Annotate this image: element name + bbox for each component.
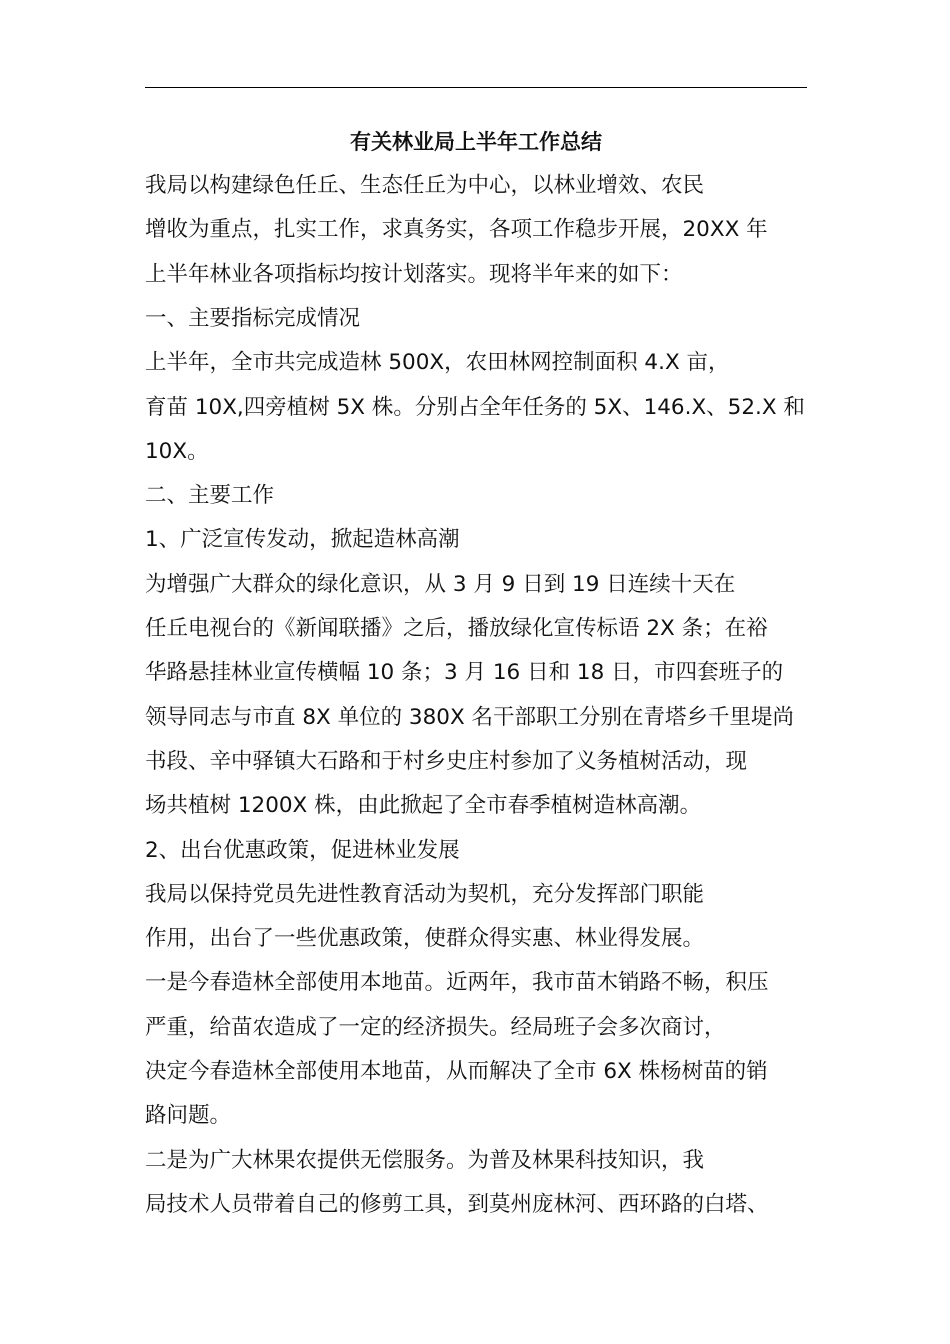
body-line: 书段、辛中驿镇大石路和于村乡史庄村参加了义务植树活动，现	[145, 748, 748, 774]
body-line: 增收为重点，扎实工作，求真务实，各项工作稳步开展，20XX 年	[145, 217, 768, 243]
body-line: 10X。	[145, 438, 209, 464]
body-line: 一是今春造林全部使用本地苗。近两年，我市苗木销路不畅，积压	[145, 970, 769, 996]
body-line: 场共植树 1200X 株，由此掀起了全市春季植树造林高潮。	[145, 793, 702, 819]
body-line: 1、广泛宣传发动，掀起造林高潮	[145, 527, 460, 553]
body-line: 二、主要工作	[145, 483, 275, 509]
body-line: 为增强广大群众的绿化意识，从 3 月 9 日到 19 日连续十天在	[145, 571, 736, 597]
body-line: 严重，给苗农造成了一定的经济损失。经局班子会多次商讨，	[145, 1014, 726, 1040]
body-line: 路问题。	[145, 1103, 232, 1129]
body-line: 华路悬挂林业宣传横幅 10 条；3 月 16 日和 18 日，市四套班子的	[145, 660, 784, 686]
body-line: 我局以保持党员先进性教育活动为契机，充分发挥部门职能	[145, 881, 705, 907]
body-line: 一、主要指标完成情况	[145, 305, 361, 331]
body-line: 二是为广大林果农提供无偿服务。为普及林果科技知识，我	[145, 1147, 705, 1173]
body-line: 育苗 10X,四旁植树 5X 株。分别占全年任务的 5X、146.X、52.X 和	[145, 394, 805, 420]
body-line: 作用，出台了一些优惠政策，使群众得实惠、林业得发展。	[145, 926, 705, 952]
body-line: 任丘电视台的《新闻联播》之后，播放绿化宣传标语 2X 条；在裕	[145, 616, 768, 641]
document-title: 有关林业局上半年工作总结	[350, 130, 602, 154]
body-line: 上半年，全市共完成造林 500X，农田林网控制面积 4.X 亩，	[145, 350, 730, 376]
body-line: 决定今春造林全部使用本地苗，从而解决了全市 6X 株杨树苗的销	[145, 1059, 768, 1084]
body-line: 2、出台优惠政策，促进林业发展	[145, 837, 460, 863]
header-rule	[145, 87, 807, 88]
body-line: 局技术人员带着自己的修剪工具，到莫州庞林河、西环路的白塔、	[145, 1191, 769, 1217]
body-line: 我局以构建绿色任丘、生态任丘为中心，以林业增效、农民	[145, 173, 705, 198]
body-line: 上半年林业各项指标均按计划落实。现将半年来的如下：	[145, 261, 683, 287]
body-line: 领导同志与市直 8X 单位的 380X 名干部职工分别在青塔乡千里堤尚	[145, 704, 795, 730]
